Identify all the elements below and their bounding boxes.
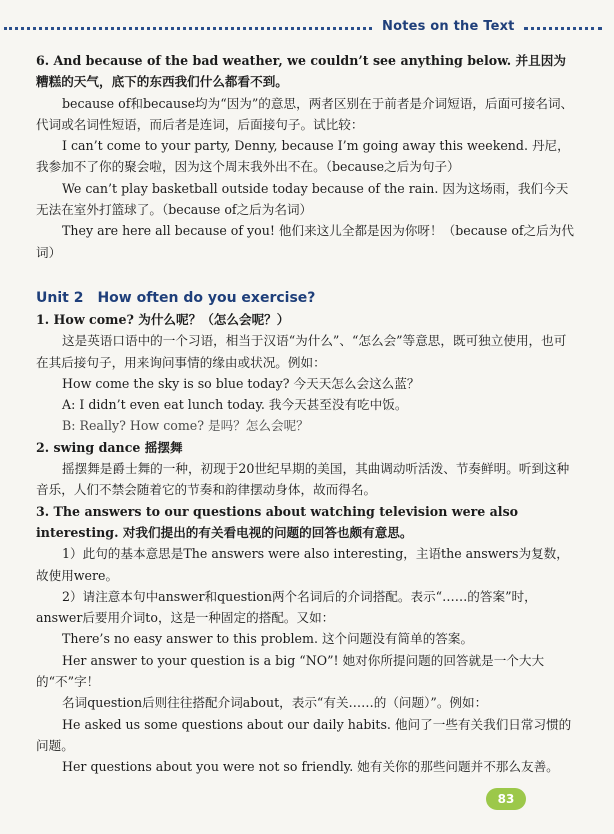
item-3-point-1: 1）此句的基本意思是The answers were also interesting，主语the answers为复数，故使用were。 [36, 546, 569, 583]
item-1-heading: 1. How come? 为什么呢？（怎么会呢？） [36, 311, 290, 327]
item-3-example-1: There’s no easy answer to this problem. 这个问题没有简单的答案。 [62, 631, 474, 647]
page-content [36, 50, 574, 778]
note-6-heading: 6. And because of the bad weather, we couldn’t see anything below. 并且因为糟糕的天气，底下的东西我们什么都看不到。 [36, 53, 566, 90]
item-1-dialogue-a: A: I didn’t even eat lunch today. 我今天甚至没有吃中饭。 [62, 397, 408, 413]
item-1-example: How come the sky is so blue today? 今天天怎么会这么蓝？ [62, 375, 420, 391]
header-dotted-rule-left [4, 27, 372, 30]
item-2-explanation: 摇摆舞是爵士舞的一种，初现于20世纪早期的美国，其曲调动听活泼、节奏鲜明。听到这种音乐，人们不禁会随着它的节奏和韵律摆动身体，故而得名。 [36, 461, 570, 498]
note-6-example-3: They are here all because of you! 他们来这儿全都是因为你呀！（because of之后为代词） [36, 223, 574, 260]
unit-title: How often do you exercise? [97, 289, 316, 306]
item-3-example-4: Her questions about you were not so friendly. 她有关你的那些问题并不那么友善。 [62, 759, 559, 775]
note-6-example-2: We can’t play basketball outside today because of the rain. 因为这场雨，我们今天无法在室外打篮球了。（because of之后为名词） [36, 180, 569, 218]
unit-number: Unit 2 [36, 289, 84, 306]
item-3-example-3: He asked us some questions about our daily habits. 他问了一些有关我们日常习惯的问题。 [36, 716, 572, 753]
note-6-example-1: I can’t come to your party, Denny, because I’m going away this weekend. 丹尼，我参加不了你的聚会啦，因为这个周末我外出不在。（because之后为句子） [36, 138, 570, 175]
item-1-dialogue-b: B: Really? How come? 是吗？怎么会呢？ [62, 418, 309, 434]
page-number-badge: 83 [486, 788, 526, 810]
item-3-point-2: 2）请注意本句中answer和question两个名词后的介词搭配。表示“……的答案”时，answer后要用介词to，这是一种固定的搭配。又如： [36, 588, 537, 626]
note-6-explanation: because of和because均为“因为”的意思，两者区别在于前者是介词短语，后面可接名词、代词或名词性短语，而后者是连词，后面接句子。试比较： [36, 95, 574, 132]
item-3-point-3: 名词question后则往往搭配介词about，表示“有关……的（问题）”。例如： [62, 695, 488, 711]
page-header [0, 18, 614, 38]
item-3-heading: 3. The answers to our questions about watching television were also interesting. 对我们提出的有关看电视的问题的回答也颇有意思。 [36, 503, 519, 540]
item-3-example-2: Her answer to your question is a big “NO”! 她对你所提问题的回答就是一个大大的“不”字！ [36, 652, 545, 690]
section-title: Notes on the Text [382, 19, 515, 34]
header-dotted-rule-right [524, 27, 602, 30]
item-2-heading: 2. swing dance 摇摆舞 [36, 439, 183, 455]
unit-heading [36, 287, 574, 309]
item-1-explanation: 这是英语口语中的一个习语，相当于汉语“为什么”、“怎么会”等意思，既可独立使用，也可在其后接句子，用来询问事情的缘由或状况。例如： [36, 333, 567, 370]
